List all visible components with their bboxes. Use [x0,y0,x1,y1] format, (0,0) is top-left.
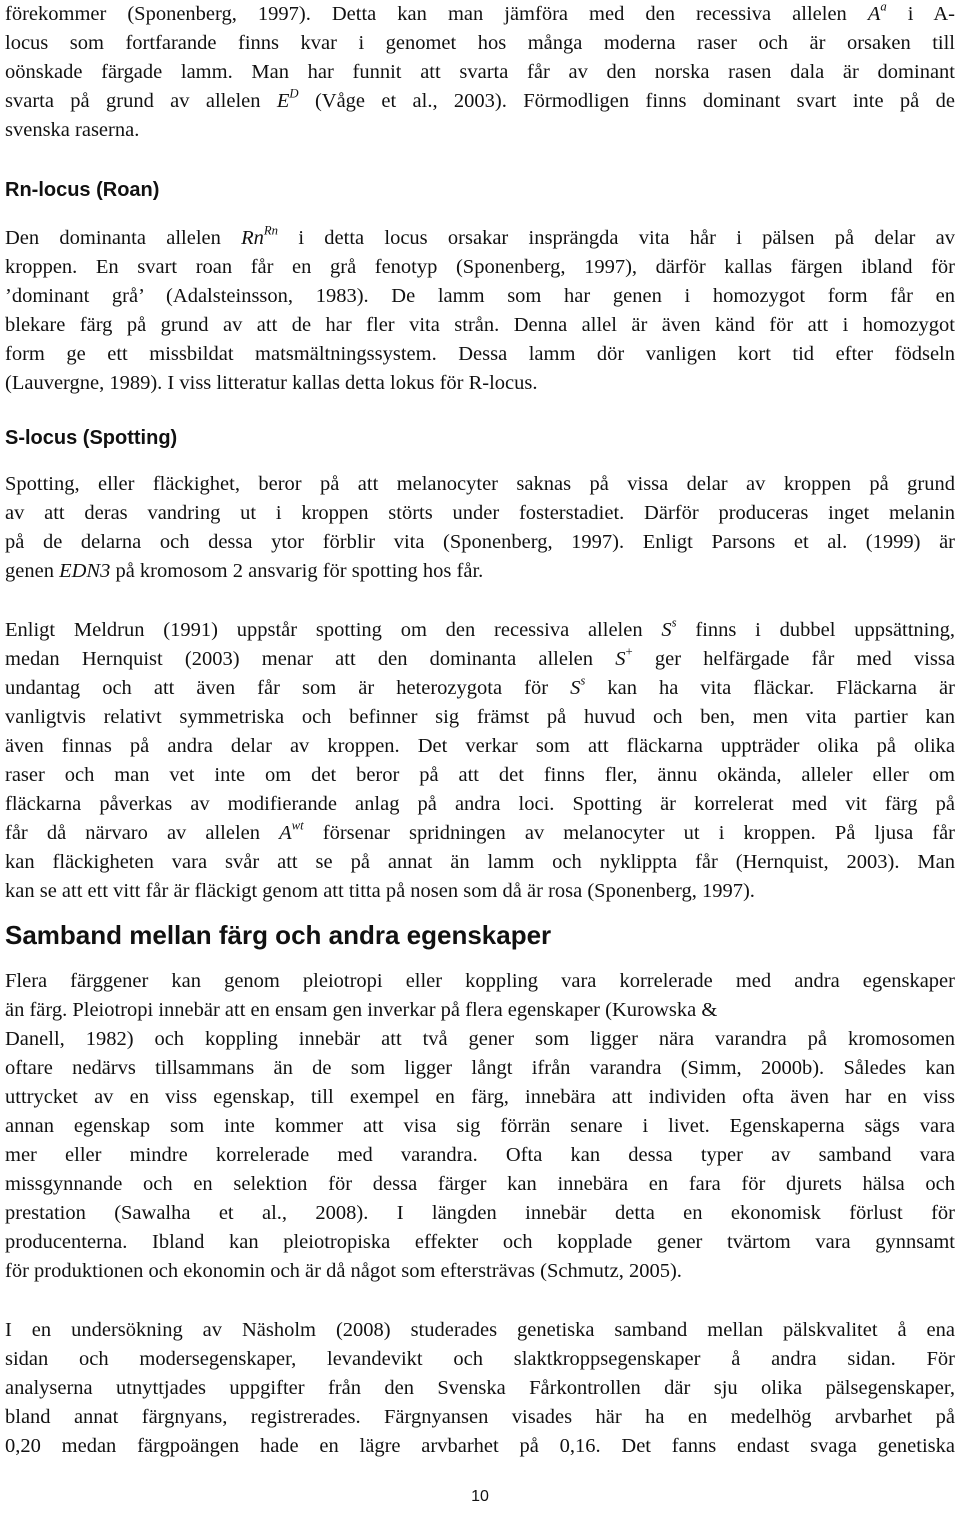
text-line: mer eller mindre korrelerade med varandra. Ofta kan dessa typer av samband vara [5,1144,955,1166]
text-line: raser och man vet inte om det beror på att det finns fler, ännu okända, alleler eller om [5,764,955,786]
text-line: fläckarna påverkas av modifierande anlag på andra loci. Spotting är korrelerat med vit färg på [5,793,955,815]
allele-symbol: S [615,648,626,670]
text-line: förekommer (Sponenberg, 1997). Detta kan man jämföra med den recessiva allelen $A^a$ i A- [5,0,955,25]
gene-name: EDN3 [59,560,111,582]
text-line: Den dominanta allelen $Rn^{Rn}$ i detta locus orsakar insprängda vita hår i pälsen på delar av [5,223,956,249]
superscript: wt [291,818,304,833]
text-line: vanligtvis relativt symmetriska och befinner sig främst på huvud och ben, men vita partier kan [5,706,955,728]
text-line: prestation (Sawalha et al., 2008). I längden innebär detta en ekonomisk förlust för [5,1202,955,1224]
page-number: 10 [471,1488,489,1505]
text-line: även finnas på andra delar av kroppen. Det verkar som att fläckarna uppträder olika på olika [5,735,955,757]
section-heading: Samband mellan färg och andra egenskaper [5,920,552,950]
text-line: (Lauvergne, 1989). I viss litteratur kallas detta lokus för R-locus. [5,372,538,394]
text-line: form ge ett missbildat matsmältningssystem. Dessa lamm dör vanligen kort tid efter födseln [5,343,955,365]
text-line: medan Hernquist (2003) menar att den dominanta allelen S+ ger helfärgade får med vissa [5,644,955,670]
text-line: oönskade färgade lamm. Man har funnit att svarta får av den norska rasen dala är dominant [5,61,955,83]
allele-symbol: S [661,619,672,641]
allele-symbol: E [276,90,290,112]
superscript: a [880,0,887,14]
text-line: Enligt Meldrun (1991) uppstår spotting om den recessiva allelen $S^s$ finns i dubbel uppsättning, [5,615,956,641]
superscript: s [580,673,586,688]
text-line: Danell, 1982) och koppling innebär att två gener som ligger nära varandra på kromosomen [5,1028,955,1050]
text-line: kan fläckigheten vara svår att se på annat än lamm och nyklippta får (Hernquist, 2003). Man [5,851,955,873]
allele-symbol: S [570,677,581,699]
superscript: D [289,86,299,101]
text-line: I en undersökning av Näsholm (2008) studerades genetiska samband mellan pälskvalitet å ena [5,1319,955,1341]
text-line: Flera färggener kan genom pleiotropi eller koppling vara korrelerade med andra egenskaper [5,970,955,992]
allele-symbol: A [279,822,292,844]
text-line: missgynnande och en selektion för dessa färger kan innebära en fara för djurets hälsa och [5,1173,955,1195]
text-line: ’dominant grå’ (Adalsteinsson, 1983). De lamm som har genen i homozygot form får en [5,285,955,307]
text-line: annan egenskap som inte kommer att visa sig förrän senare i livet. Egenskaperna sägs vara [5,1115,955,1137]
text-line: bland annat färgnyans, registrerades. Färgnyansen visades här ha en medelhög arvbarhet på [5,1406,955,1428]
text-line: får då närvaro av allelen $A^{wt}$ försenar spridningen av melanocyter ut i kroppen. På ljusa får [5,818,955,844]
text-line: kroppen. En svart roan får en grå fenotyp (Sponenberg, 1997), därför kallas färgen ibland för [5,256,955,278]
text-line: 0,20 medan färgpoängen hade en lägre arvbarhet på 0,16. Det fanns endast svaga genetiska [5,1435,955,1457]
text-line: locus som fortfarande finns kvar i genomet hos många moderna raser och är orsaken till [5,32,955,54]
text-line: sidan och modersegenskaper, levandevikt och slaktkroppsegenskaper å andra sidan. För [5,1348,955,1370]
allele-symbol: Rn [241,227,264,249]
text-line: kan se att ett vitt får är fläckigt genom att titta på nosen som då är rosa (Sponenberg, 1997). [5,880,755,902]
text-line: genen EDN3 på kromosom 2 ansvarig för spotting hos får. [5,560,484,582]
text-line: undantag och att även får som är heterozygota för $S^s$ kan ha vita fläckar. Fläckarna är [5,673,955,699]
superscript: s [671,615,677,630]
text-line: blekare färg på grund av att de har fler vita strån. Denna allel är även känd för att i homozygot [5,314,955,336]
section-heading: S-locus (Spotting) [5,427,178,449]
text-line: uttrycket av en viss egenskap, till exempel en färg, innebära att individen ofta även har en viss [5,1086,955,1108]
superscript: Rn [263,223,279,238]
text-line: av att deras vandring ut i kroppen störts under fosterstadiet. Därför produceras inget melanin [5,502,955,524]
text-line: oftare nedärvs tillsammans än de som ligger långt ifrån varandra (Simm, 2000b). Således kan [5,1057,955,1079]
text-line: svarta på grund av allelen $E^D$ (Våge et al., 2003). Förmodligen finns dominant svart inte på de [5,86,955,112]
allele-symbol: A [867,3,881,25]
text-line: producenterna. Ibland kan pleiotropiska effekter och kopplade gener tvärtom vara gynnsamt [5,1231,955,1253]
text-line: på de delarna och dessa ytor förblir vita (Sponenberg, 1997). Enligt Parsons et al. (1999) är [5,531,955,553]
section-heading: Rn-locus (Roan) [5,179,160,201]
text-line: analyserna utnyttjades uppgifter från den Svenska Fårkontrollen där sju olika pälsegenskaper, [5,1377,955,1399]
superscript: + [625,644,633,659]
text-line: för produktionen och ekonomin och är då något som eftersträvas (Schmutz, 2005). [5,1260,682,1282]
text-line: än färg. Pleiotropi innebär att en ensam gen inverkar på flera egenskaper (Kurowska & [5,999,718,1021]
text-line: Spotting, eller fläckighet, beror på att melanocyter saknas på vissa delar av kroppen på grund [5,473,955,495]
text-line: svenska raserna. [5,119,140,141]
